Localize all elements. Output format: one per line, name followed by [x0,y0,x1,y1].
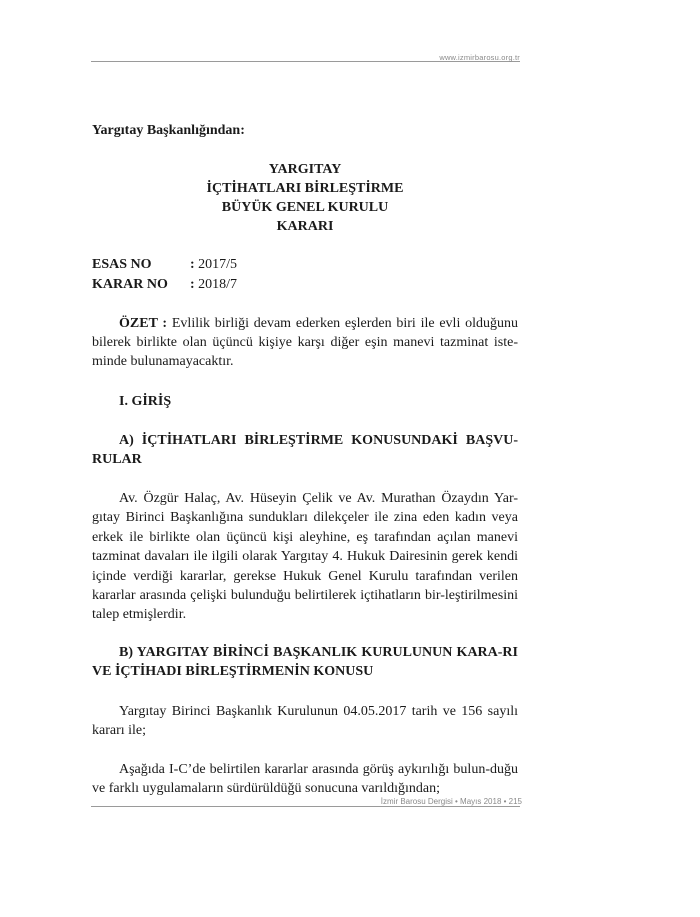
section-b-paragraph-1: Yargıtay Birinci Başkanlık Kurulunun 04.05.2017 tarih ve 156 sayılı kararı ile; [92,704,518,739]
section-b-paragraph-2: Aşağıda I-C’de belirtilen kararlar arasında görüş aykırılığı bulun-duğu ve farklı uygulamaların sürdürüldüğü sonucuna varıldığından; [92,762,518,797]
esas-no-label: ESAS NO [92,257,152,272]
karar-no-value: 2018/7 [198,277,238,292]
title-line-4: KARARI [276,219,334,234]
esas-no-value: 2017/5 [198,257,238,272]
karar-no-label: KARAR NO [92,277,168,292]
title-line-1: YARGITAY [268,162,342,177]
header-rule [91,61,421,62]
title-line-2: İÇTİHATLARI BİRLEŞTİRME [206,181,404,196]
title-line-3: BÜYÜK GENEL KURULU [221,200,389,215]
from-line: Yargıtay Başkanlığından: [92,123,245,138]
decision-title [92,160,518,236]
section-a-paragraph: Av. Özgür Halaç, Av. Hüseyin Çelik ve Av. Murathan Özaydın Yar-gıtay Birinci Başkanlığına sundukları dilekçeler ile zina eden kadın veya erkek ile birlikte olan üçüncü kişi aleyhine, eş tarafından açılan manevi tazminat davaları ile ilgili olarak Yargıtay 4. Hukuk Dairesinin gerek kendi içinde verdiği kararlar, gerekse Hukuk Genel Kurulu tarafından verilen kararlar arasında çelişki bulunduğu belirtilerek içtihatların bir-leştirilmesini talep etmişlerdir. [92,491,518,623]
ozet-paragraph [92,314,518,372]
ozet-text: Evlilik birliği devam ederken eşlerden biri ile evli olduğunu bilerek birlikte olan üçüncü kişiye karşı diğer eşin manevi tazminat iste-minde bulunamayacaktır. [92,316,518,370]
section-a-heading: A) İÇTİHATLARI BİRLEŞTİRME KONUSUNDAKİ BAŞVU-RULAR [92,433,518,468]
section-b-heading: B) YARGITAY BİRİNCİ BAŞKANLIK KURULUNUN KARA-RI VE İÇTİHADI BİRLEŞTİRMENİN KONUSU [92,645,518,680]
header-url: www.izmirbarosu.org.tr [439,53,520,62]
footer-text: İzmir Barosu Dergisi • Mayıs 2018 • 215 [340,797,522,806]
footer-rule-end [340,806,520,807]
section-1-heading: I. GİRİŞ [119,394,172,409]
ozet-label: ÖZET : [119,316,168,331]
esas-no-row: ESAS NO : 2017/5 [92,257,238,272]
karar-no-row: KARAR NO : 2018/7 [92,277,238,292]
footer-rule [91,806,341,807]
